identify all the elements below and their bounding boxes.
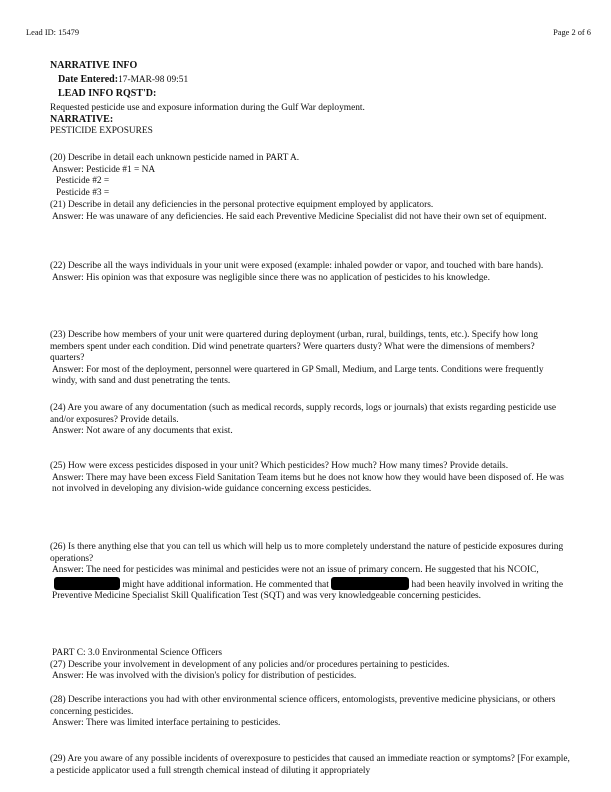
question-text: (20) Describe in detail each unknown pesticide named in PART A.	[50, 153, 300, 163]
question-29	[50, 754, 570, 777]
redaction-box	[54, 577, 120, 590]
lead-id: Lead ID: 15479	[26, 28, 80, 37]
date-value: 17-MAR-98 09:51	[118, 74, 189, 85]
question-text: (26) Is there anything else that you can tell us which will help us to more completely understand the nature of pesticide exposures during operations?	[50, 542, 564, 564]
question-text: (28) Describe interactions you had with other environmental science officers, entomologists, preventive medicine physicians, or others concerning pesticides.	[50, 695, 556, 717]
question-23	[50, 330, 570, 388]
narrative-label: NARRATIVE:	[50, 114, 114, 126]
question-21	[50, 200, 570, 223]
part-c-heading: PART C: 3.0 Environmental Science Officers	[52, 648, 223, 658]
pesticide-3: Pesticide #3 =	[56, 187, 110, 198]
narrative-info-block	[50, 60, 570, 138]
answer-text: Answer: There was limited interface pertaining to pesticides.	[52, 718, 281, 729]
question-28	[50, 695, 570, 730]
answer-text: Answer: For most of the deployment, personnel were quartered in GP Small, Medium, and Large tents. Conditions were frequently windy, with sand and dust penetrating the tents.	[52, 364, 544, 387]
question-text: (25) How were excess pesticides disposed in your unit? Which pesticides? How much? How many times? Provide details.	[50, 461, 509, 471]
pesticide-2: Pesticide #2 =	[56, 176, 110, 187]
question-text: (29) Are you aware of any possible incidents of overexposure to pesticides that caused an immediate reaction or symptoms? [For example, a pesticide applicator used a full strength chemical instead of diluting it appropriately	[50, 754, 570, 776]
question-text: (22) Describe all the ways individuals in your unit were exposed (example: inhaled powder or vapor, and touched with bare hands).	[50, 261, 544, 271]
answer-text: Answer: His opinion was that exposure was negligible since there was no application of pesticides to his knowledge.	[52, 272, 490, 283]
question-22	[50, 261, 570, 284]
question-25	[50, 461, 570, 496]
lead-info-value: Requested pesticide use and exposure information during the Gulf War deployment.	[50, 102, 365, 113]
answer-text: Answer: Pesticide #1 = NA	[52, 164, 156, 175]
question-text: (23) Describe how members of your unit were quartered during deployment (urban, rural, buildings, tents, etc.). Specify how long members spent under each condition. Did wind penetrate quarters? Were quarters dusty? What were the dimensions of members? quarters?	[50, 330, 538, 364]
question-text: (24) Are you aware of any documentation (such as medical records, supply records, logs or journals) that exists regarding pesticide use and/or exposures? Provide details.	[50, 403, 557, 425]
question-27-text: (27) Describe your involvement in development of any policies and/or procedures pertaining to pesticides.	[50, 659, 450, 670]
question-27-answer: Answer: He was involved with the division's policy for distribution of pesticides.	[52, 671, 357, 682]
redaction-box	[331, 577, 409, 590]
lead-info-label: LEAD INFO RQST'D:	[58, 88, 157, 100]
answer-text-part-3: had been heavily involved in writing the Preventive Medicine Specialist Skill Qualification Test (SQT) and was very knowledgeable concerning pesticides.	[52, 579, 564, 602]
question-20	[50, 153, 570, 199]
answer-text: Answer: Not aware of any documents that exist.	[52, 426, 233, 437]
part-c-block	[50, 648, 570, 683]
answer-text: Answer: There may have been excess Field Sanitation Team items but he does not know how they would have been disposed of. He was not involved in developing any division-wide guidance concerning excess pesticides.	[52, 472, 564, 495]
answer-text: Answer: He was unaware of any deficiencies. He said each Preventive Medicine Specialist did not have their own set of equipment.	[52, 211, 547, 222]
question-text: (21) Describe in detail any deficiencies in the personal protective equipment employed by applicators.	[50, 200, 434, 210]
answer-text-part-1: Answer: The need for pesticides was minimal and pesticides were not an issue of primary concern. He suggested that his NCOIC,	[52, 565, 539, 576]
section-title: PESTICIDE EXPOSURES	[50, 125, 153, 136]
answer-text-part-2: might have additional information. He commented that	[122, 579, 329, 590]
date-label: Date Entered:	[58, 73, 119, 85]
narrative-info-title: NARRATIVE INFO	[50, 60, 138, 71]
page-number: Page 2 of 6	[553, 28, 591, 37]
question-24	[50, 403, 570, 438]
question-26	[50, 542, 570, 603]
